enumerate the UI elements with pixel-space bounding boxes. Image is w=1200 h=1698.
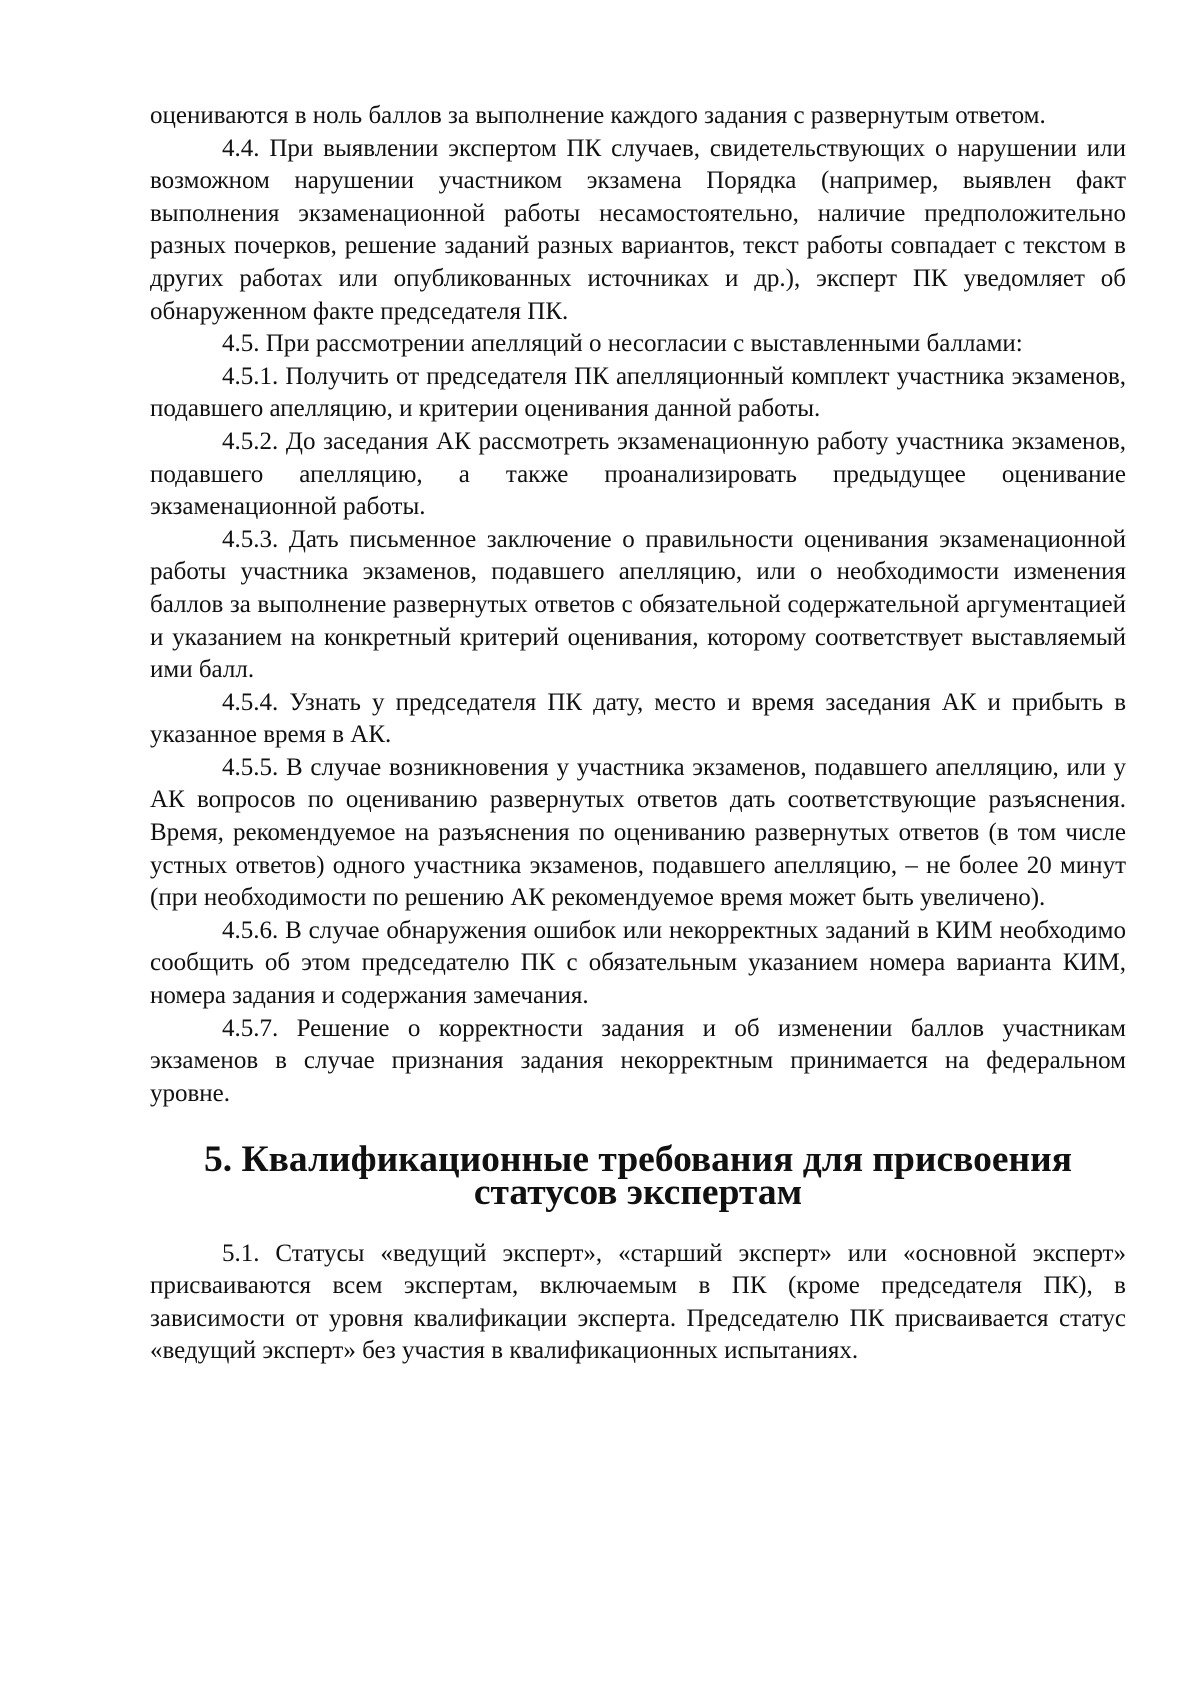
paragraph-4-5-4: 4.5.4. Узнать у председателя ПК дату, место и время заседания АК и прибыть в указанное время в АК. — [150, 688, 1126, 749]
section-5-heading: 5. Квалификационные требования для присвоения статусов экспертам — [203, 1139, 1073, 1213]
paragraph-4-5-3: 4.5.3. Дать письменное заключение о правильности оценивания экзаменационной работы участника экзаменов, подавшего апелляцию, или о необходимости изменения баллов за выполнение развернутых ответов с обязательной содержательной аргументацией и указанием на конкретный критерий оценивания, которому соответствует выставляемый ими балл. — [150, 525, 1126, 684]
paragraph-4-5: 4.5. При рассмотрении апелляций о несогласии с выставленными баллами: — [222, 330, 1023, 358]
document-page — [150, 100, 1126, 1368]
paragraph-4-5-2: 4.5.2. До заседания АК рассмотреть экзаменационную работу участника экзаменов, подавшего апелляцию, а также проанализировать предыдущее оценивание экзаменационной работы. — [150, 427, 1126, 521]
paragraph-4-4: 4.4. При выявлении экспертом ПК случаев, свидетельствующих о нарушении или возможном нарушении участником экзамена Порядка (например, выявлен факт выполнения экзаменационной работы несамостоятельно, наличие предположительно разных почерков, решение заданий разных вариантов, текст работы совпадает с текстом в других работах или опубликованных источниках и др.), эксперт ПК уведомляет об обнаруженном факте председателя ПК. — [150, 134, 1126, 325]
paragraph-4-5-5: 4.5.5. В случае возникновения у участника экзаменов, подавшего апелляцию, или у АК вопросов по оцениванию развернутых ответов дать соответствующие разъяснения. Время, рекомендуемое на разъяснения по оцениванию развернутых ответов (в том числе устных ответов) одного участника экзаменов, подавшего апелляцию, – не более 20 минут (при необходимости по решению АК рекомендуемое время может быть увеличено). — [150, 753, 1126, 912]
paragraph-4-5-1: 4.5.1. Получить от председателя ПК апелляционный комплект участника экзаменов, подавшего апелляцию, и критерии оценивания данной работы. — [150, 362, 1126, 423]
paragraph-continuation: оцениваются в ноль баллов за выполнение каждого задания с развернутым ответом. — [150, 102, 1046, 129]
paragraph-4-5-7: 4.5.7. Решение о корректности задания и об изменении баллов участникам экзаменов в случае признания задания некорректным принимается на федеральном уровне. — [150, 1014, 1126, 1107]
paragraph-5-1: 5.1. Статусы «ведущий эксперт», «старший эксперт» или «основной эксперт» присваиваются всем экспертам, включаемым в ПК (кроме председателя ПК), в зависимости от уровня квалификации эксперта. Председателю ПК присваивается статус «ведущий эксперт» без участия в квалификационных испытаниях. — [150, 1239, 1126, 1365]
paragraph-4-5-6: 4.5.6. В случае обнаружения ошибок или некорректных заданий в КИМ необходимо сообщить об этом председателю ПК с обязательным указанием номера варианта КИМ, номера задания и содержания замечания. — [150, 916, 1126, 1010]
